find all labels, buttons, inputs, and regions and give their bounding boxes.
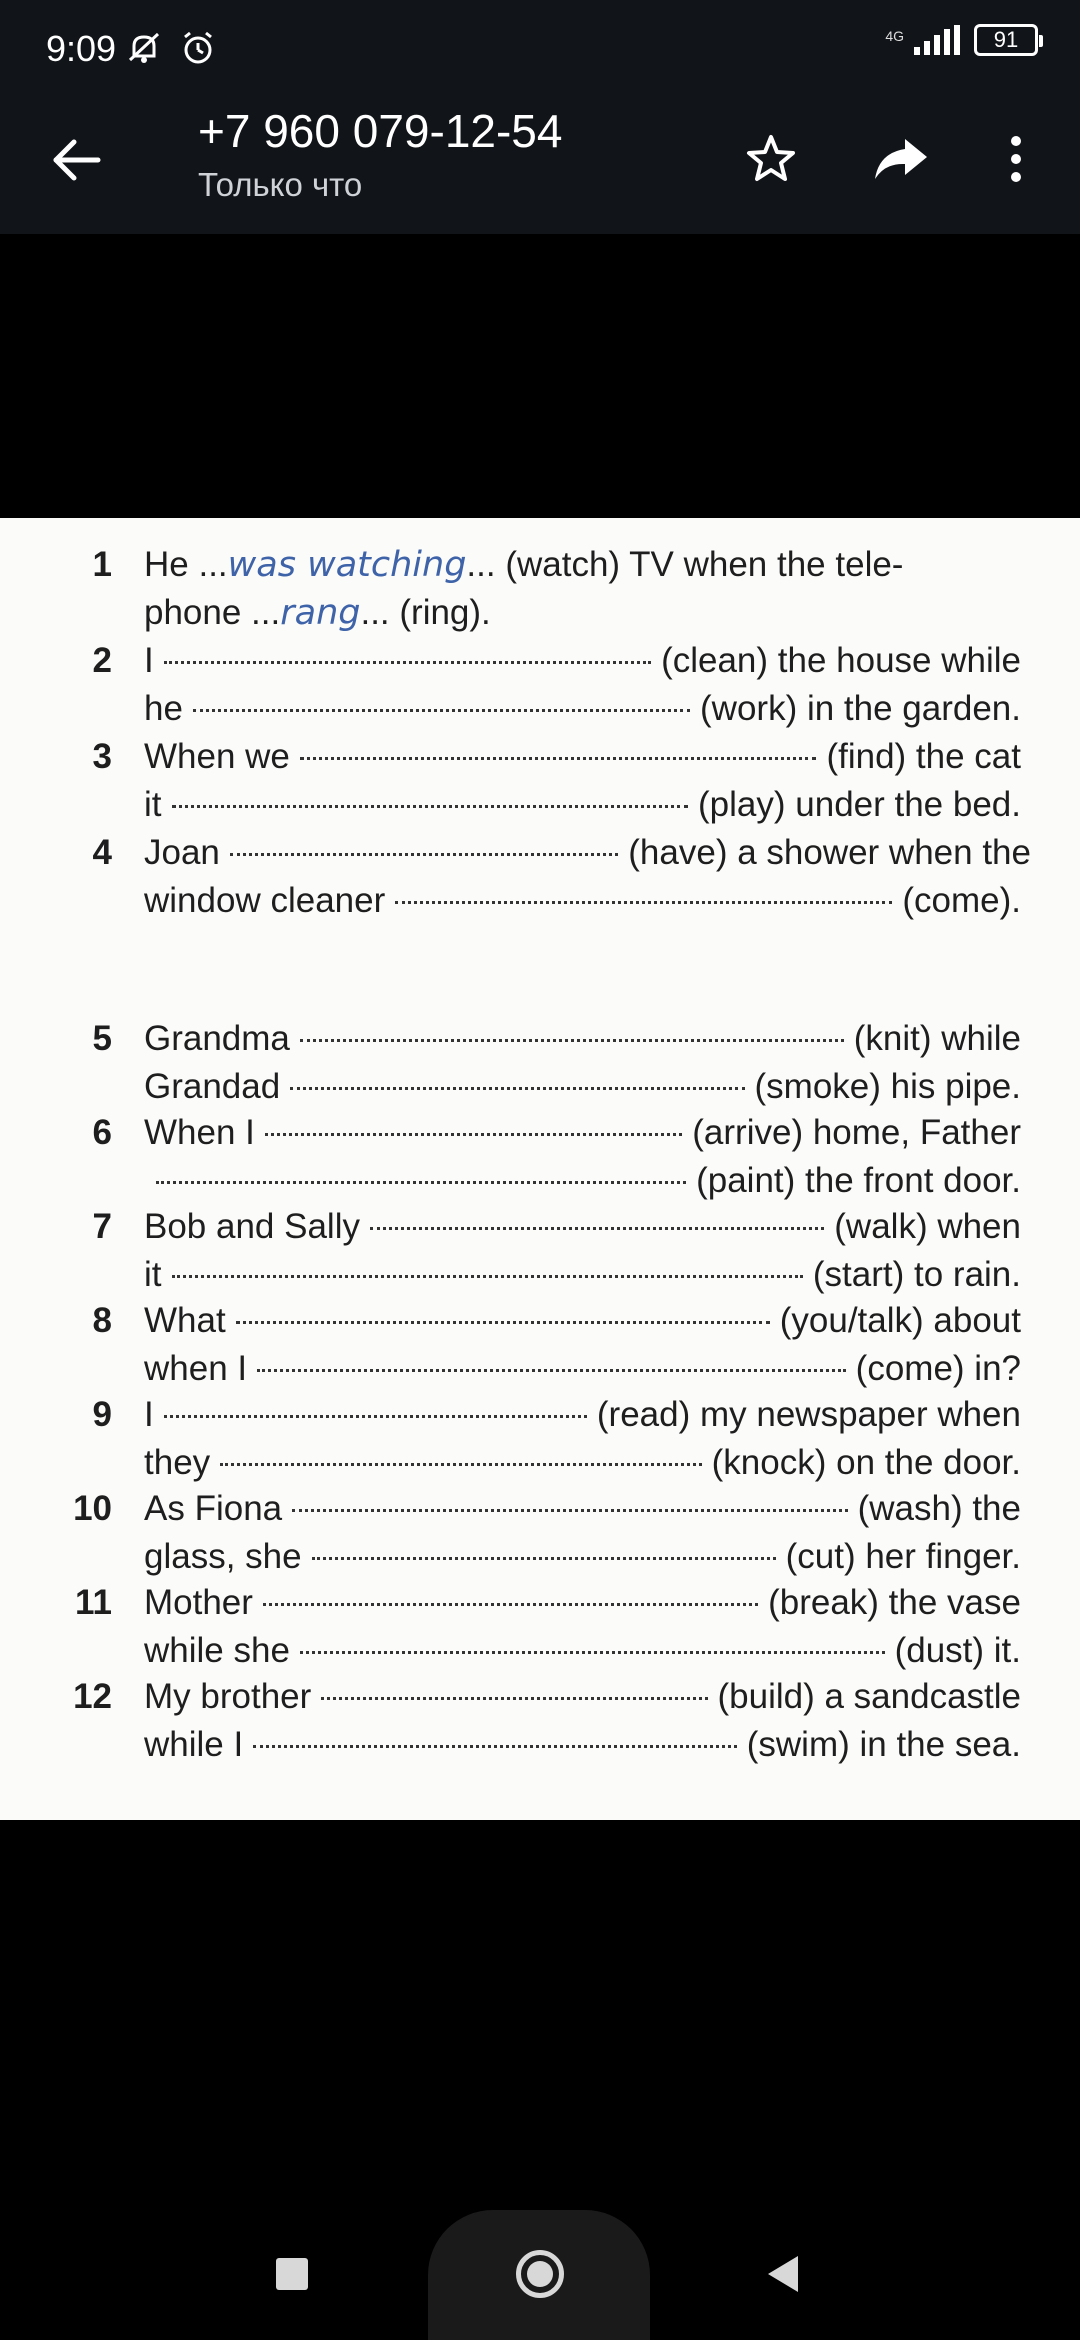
worksheet-image[interactable] <box>0 518 1080 1820</box>
exercise-line: while she (dust) it. <box>144 1631 1021 1670</box>
exercise-line: Grandad (smoke) his pipe. <box>144 1067 1021 1106</box>
home-button[interactable] <box>516 2250 564 2298</box>
item-number: 12 <box>73 1677 112 1716</box>
exercise-line: it (play) under the bed. <box>144 785 1021 824</box>
system-back-button[interactable] <box>768 2256 798 2292</box>
status-bar <box>0 0 1080 96</box>
network-type: 4G <box>885 28 904 44</box>
item-number: 3 <box>92 737 112 776</box>
exercise-line: What (you/talk) about <box>144 1301 1021 1340</box>
item-number: 1 <box>92 545 112 584</box>
alarm-icon <box>178 28 218 73</box>
exercise-line: My brother (build) a sandcastle <box>144 1677 1021 1716</box>
exercise-line: I (read) my newspaper when <box>144 1395 1021 1434</box>
item-number: 6 <box>92 1113 112 1152</box>
exercise-line: When I (arrive) home, Father <box>144 1113 1021 1152</box>
handwritten-answer: was watching <box>227 545 467 585</box>
item-number: 4 <box>92 833 112 872</box>
mute-icon <box>124 28 164 73</box>
exercise-line: window cleaner (come). <box>144 881 1021 920</box>
exercise-line: Joan (have) a shower when the <box>144 833 1031 872</box>
status-time: 9:09 <box>46 28 117 69</box>
exercise-line: glass, she (cut) her finger. <box>144 1537 1021 1576</box>
item-number: 5 <box>92 1019 112 1058</box>
recent-apps-button[interactable] <box>276 2258 308 2290</box>
back-button[interactable] <box>44 128 108 192</box>
exercise-line: when I (come) in? <box>144 1349 1021 1388</box>
battery-level: 91 <box>993 27 1019 52</box>
forward-icon <box>871 135 931 183</box>
item-number: 10 <box>73 1489 112 1528</box>
exercise-line: Mother (break) the vase <box>144 1583 1021 1622</box>
exercise-line: while I (swim) in the sea. <box>144 1725 1021 1764</box>
exercise-line: he (work) in the garden. <box>144 689 1021 728</box>
item-number: 2 <box>92 641 112 680</box>
exercise-line: He ...was watching... (watch) TV when the tele- <box>144 545 904 585</box>
exercise-line: it (start) to rain. <box>144 1255 1021 1294</box>
item-number: 9 <box>92 1395 112 1434</box>
signal-icon <box>914 25 960 55</box>
more-options-button[interactable] <box>986 124 1046 194</box>
battery-icon <box>974 24 1038 56</box>
exercise-line: Bob and Sally (walk) when <box>144 1207 1021 1246</box>
arrow-left-icon <box>50 138 102 182</box>
star-icon <box>744 132 798 186</box>
item-number: 11 <box>75 1583 112 1622</box>
more-vertical-icon <box>1008 134 1024 184</box>
exercise-line: As Fiona (wash) the <box>144 1489 1021 1528</box>
exercise-line: they (knock) on the door. <box>144 1443 1021 1482</box>
exercise-line: I (clean) the house while <box>144 641 1021 680</box>
timestamp-subtitle: Только что <box>198 166 363 203</box>
home-icon <box>527 2261 553 2287</box>
app-bar <box>0 96 1080 234</box>
exercise-line: Grandma (knit) while <box>144 1019 1021 1058</box>
sender-title: +7 960 079-12-54 <box>198 105 563 157</box>
exercise-line: When we (find) the cat <box>144 737 1021 776</box>
item-number: 8 <box>92 1301 112 1340</box>
forward-button[interactable] <box>866 124 936 194</box>
favorite-button[interactable] <box>736 124 806 194</box>
exercise-line: phone ...rang... (ring). <box>144 593 491 633</box>
exercise-line: (paint) the front door. <box>144 1158 1021 1204</box>
handwritten-answer: rang <box>280 593 361 633</box>
item-number: 7 <box>92 1207 112 1246</box>
